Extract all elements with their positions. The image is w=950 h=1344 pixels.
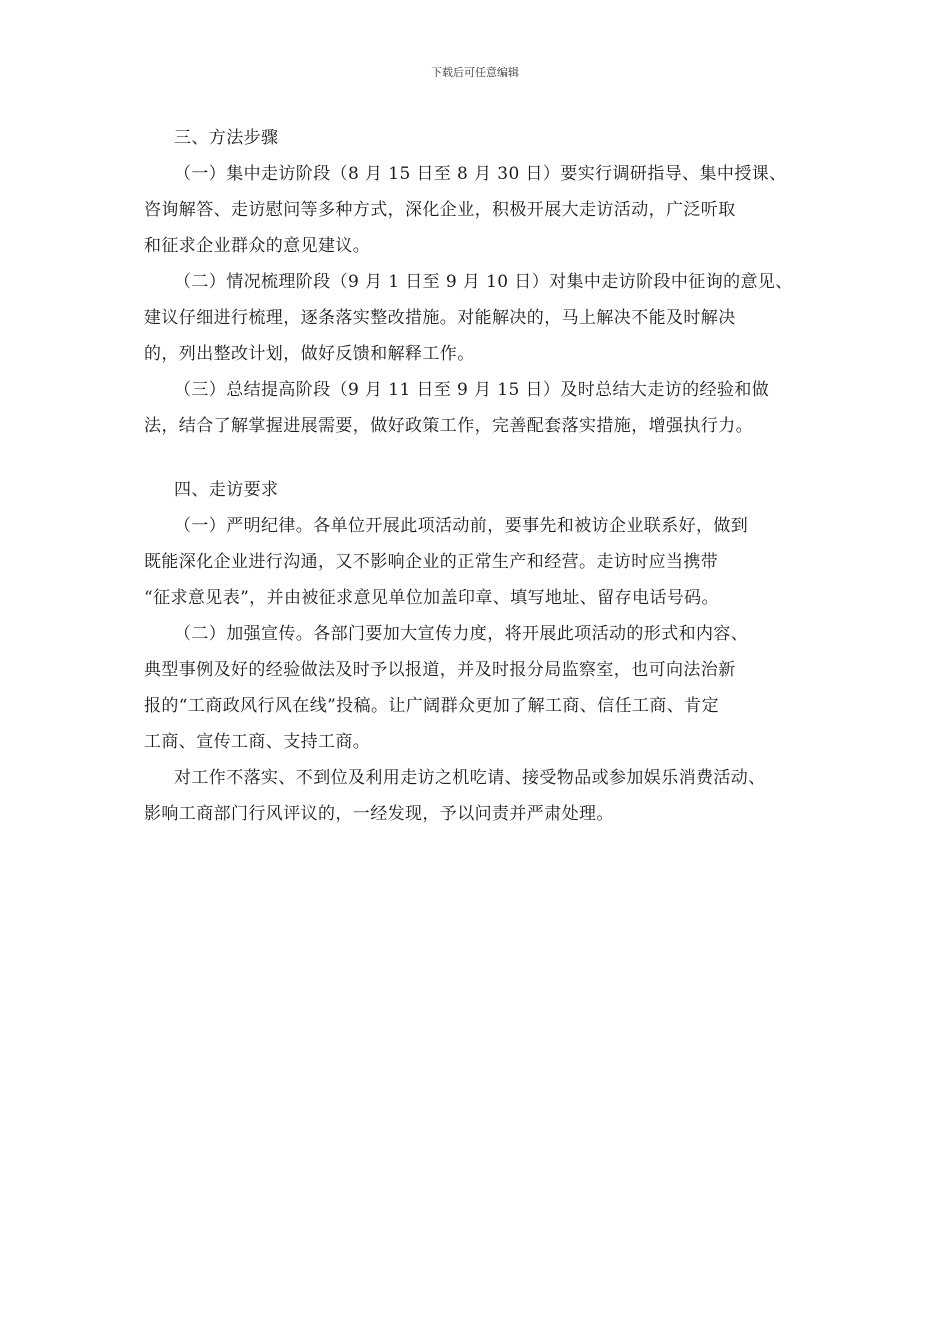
paragraph-line: 对工作不落实、不到位及利用走访之机吃请、接受物品或参加娱乐消费活动、 — [174, 768, 766, 788]
paragraph-stage-three — [144, 372, 828, 444]
paragraph-line: 工商、宣传工商、支持工商。 — [144, 732, 371, 752]
section-requirements — [144, 472, 828, 832]
section-heading: 三、方法步骤 — [174, 128, 279, 148]
paragraph-line: （三）总结提高阶段（9 月 11 日至 9 月 15 日）及时总结大走访的经验和做 — [174, 380, 770, 400]
paragraph-line: 典型事例及好的经验做法及时予以报道，并及时报分局监察室，也可向法治新 — [144, 660, 736, 680]
paragraph-line: 和征求企业群众的意见建议。 — [144, 236, 371, 256]
paragraph-stage-one — [144, 156, 828, 264]
paragraph-line: （一）严明纪律。各单位开展此项活动前，要事先和被访企业联系好，做到 — [174, 516, 749, 536]
section-methods — [144, 120, 828, 444]
paragraph-line: 咨询解答、走访慰问等多种方式，深化企业，积极开展大走访活动，广泛听取 — [144, 200, 736, 220]
document-body — [144, 120, 828, 832]
page-header: 下载后可任意编辑 — [431, 66, 519, 79]
paragraph-line: “征求意见表”，并由被征求意见单位加盖印章、填写地址、留存电话号码。 — [144, 588, 719, 608]
paragraph-line: 既能深化企业进行沟通，又不影响企业的正常生产和经营。走访时应当携带 — [144, 552, 719, 572]
section-spacer — [144, 444, 828, 472]
paragraph-line: （一）集中走访阶段（8 月 15 日至 8 月 30 日）要实行调研指导、集中授课、 — [174, 164, 787, 184]
section-heading: 四、走访要求 — [174, 480, 279, 500]
paragraph-line: 建议仔细进行梳理，逐条落实整改措施。对能解决的，马上解决不能及时解决 — [144, 308, 736, 328]
paragraph-accountability — [144, 760, 828, 832]
paragraph-discipline — [144, 508, 828, 616]
paragraph-line: 影响工商部门行风评议的，一经发现，予以问责并严肃处理。 — [144, 804, 614, 824]
paragraph-line: 法，结合了解掌握进展需要，做好政策工作，完善配套落实措施，增强执行力。 — [144, 416, 753, 436]
paragraph-line: 报的“工商政风行风在线”投稿。让广阔群众更加了解工商、信任工商、肯定 — [144, 696, 719, 716]
paragraph-line: 的，列出整改计划，做好反馈和解释工作。 — [144, 344, 475, 364]
paragraph-stage-two — [144, 264, 828, 372]
paragraph-line: （二）情况梳理阶段（9 月 1 日至 9 月 10 日）对集中走访阶段中征询的意见、 — [174, 272, 793, 292]
paragraph-publicity — [144, 616, 828, 760]
paragraph-line: （二）加强宣传。各部门要加大宣传力度，将开展此项活动的形式和内容、 — [174, 624, 749, 644]
